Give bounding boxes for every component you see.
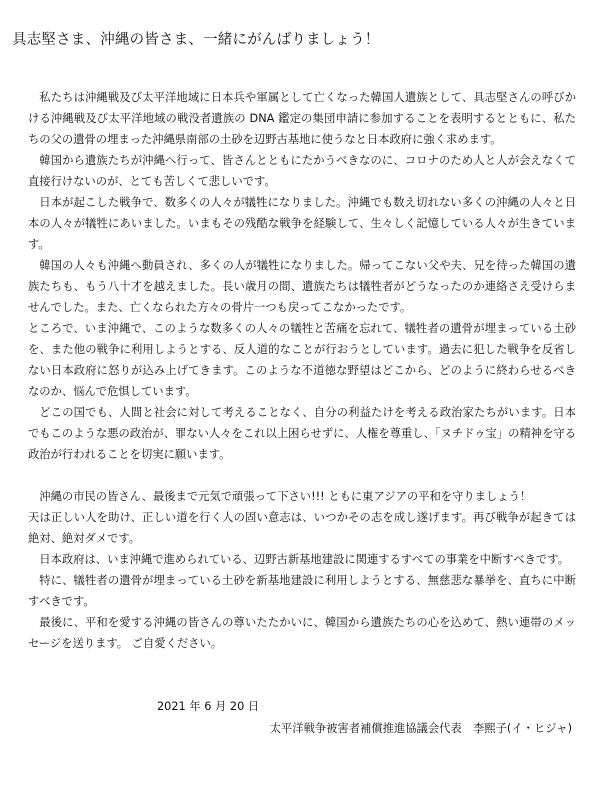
letter-title: 具志堅さま、沖縄の皆さま、一緒にがんばりましょう！ (12, 32, 380, 48)
paragraph-5: ところで、いま沖縄で、このような数多くの人々の犠牲と苦痛を忘れて、犠牲者の遺骨が埋まっている土砂を、また他の戦争に利用しようとする、反人道的なことが行おうとしています。過去に犯した戦争を反省しない日本政府に怒りが込み上げてきます。このような不道徳な野望はどこから、どのように終わらせるべきなのか、悩んで危惧しています。 (28, 322, 576, 398)
paragraph-9: 日本政府は、いま沖縄で進められている、辺野古新基地建設に関連するすべての事業を中断すべきです。 (39, 553, 569, 566)
paragraph-7: 沖縄の市民の皆さん、最後まで元気で頑張って下さい!!! ともに東アジアの平和を守りましょう！ (39, 490, 532, 503)
paragraph-6: どこの国でも、人間と社会に対して考えることなく、自分の利益たけを考える政治家たちがいます。日本でもこのような悪の政治が、罪ない人々をこれ以上困らせずに、人権を尊重し、「ヌチドゥ宝」の精神を守る政治が行われることを切実に願います。 (28, 406, 576, 461)
paragraph-10: 特に、犠牲者の遺骨が埋まっている土砂を新基地建設に利用しようとする、無慈悲な暴挙を、直ちに中断すべきです。 (28, 574, 576, 608)
paragraph-1: 私たちは沖縄戦及び太平洋地域に日本兵や軍属として亡くなった韓国人遺族として、具志堅さんの呼びかける沖縄戦及び太平洋地域の戦没者遺族の DNA 鑑定の集団申請に参加することを表明するとともに、私たちの父の遺骨の埋まった沖縄県南部の土砂を辺野古基地に使うなと日本政府に強く求めます。 (28, 91, 576, 146)
letter-body (28, 87, 576, 654)
paragraph-4: 韓国の人々も沖縄へ動員され、多くの人が犠牲になりました。帰ってこない父や夫、兄を待った韓国の遺族たちも、もう八十才を越えました。長い歳月の間、遺族たちは犠牲者がどうなったのか連絡さえ受けらませんでした。また、亡くなられた方々の骨片一つも戻ってこなかったです。 (28, 259, 576, 314)
letter-signature: 太平洋戦争被害者補償推進協議会代表 李熙子(イ・ヒジャ) (269, 722, 572, 735)
paragraph-2: 韓国から遺族たちが沖縄へ行って、皆さんとともにたかうべきなのに、コロナのため人と人が会えなくて直接行けないのが、とても苦しくて悲しいです。 (28, 154, 576, 188)
paragraph-8: 天は正しい人を助け、正しい道を行く人の固い意志は、いつかその志を成し遂げます。再び戦争が起きては絶対、絶対ダメです。 (28, 511, 576, 545)
paragraph-11: 最後に、平和を愛する沖縄の皆さんの尊いたたかいに、韓国から遺族たちの心を込めて、熱い連帯のメッセージを送ります。 ご自愛ください。 (28, 616, 576, 650)
letter-date: 2021 年 6 月 20 日 (157, 700, 260, 713)
paragraph-gap (28, 465, 576, 486)
paragraph-3: 日本が起こした戦争で、数多くの人々が犠牲になりました。沖縄でも数え切れない多くの沖縄の人々と日本の人々が犠牲にあいました。いまもその残酷な戦争を経験して、生々しく記憶している人々が生きています。 (28, 196, 576, 251)
